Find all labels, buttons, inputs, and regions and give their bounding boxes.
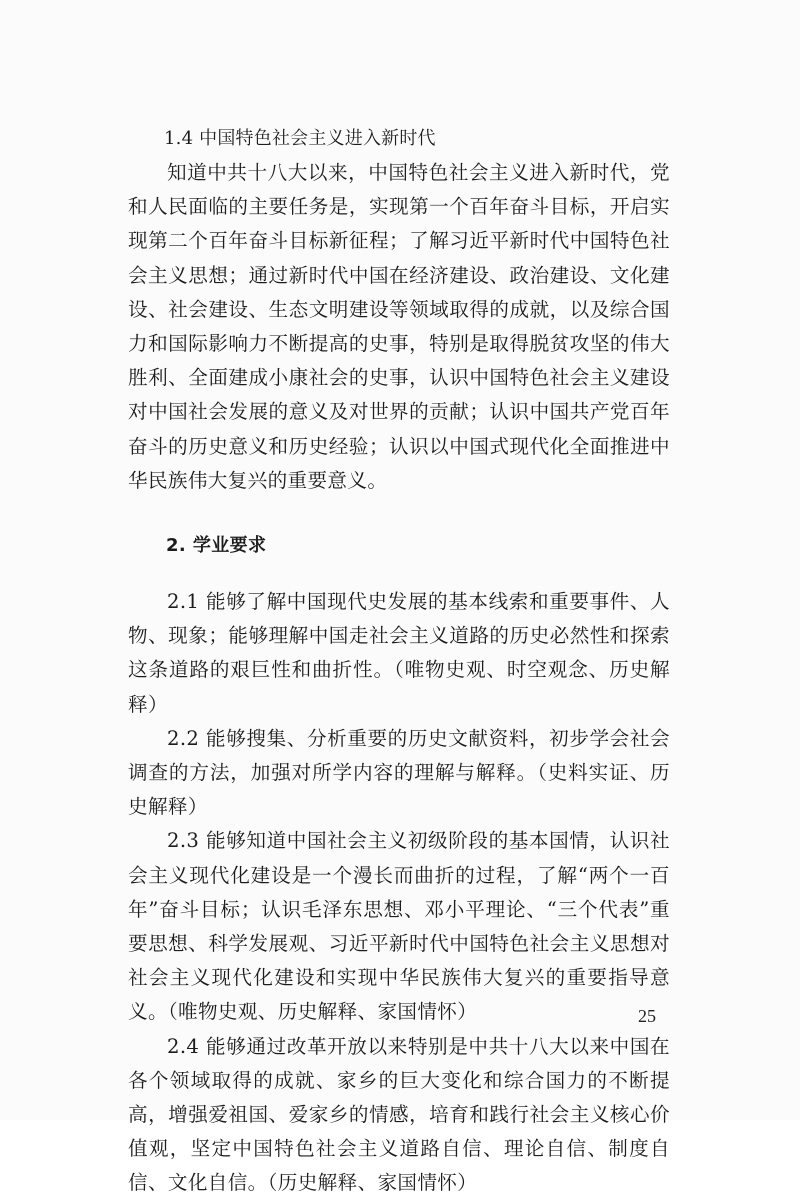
page-content <box>128 122 670 1201</box>
requirement-item-2-3: 2.3 能够知道中国社会主义初级阶段的基本国情，认识社会主义现代化建设是一个漫长而曲折的过程，了解“两个一百年”奋斗目标；认识毛泽东思想、邓小平理论、“三个代表”重要思想、科学发展观、习近平新时代中国特色社会主义思想对社会主义现代化建设和实现中华民族伟大复兴的重要指导意义。（唯物史观、历史解释、家国情怀） <box>128 829 670 1024</box>
page-number: 25 <box>638 1006 656 1026</box>
section-heading-1-4: 1.4 中国特色社会主义进入新时代 <box>164 128 436 149</box>
requirement-item-2-2: 2.2 能够搜集、分析重要的历史文献资料，初步学会社会调查的方法，加强对所学内容的理解与解释。（史料实证、历史解释） <box>128 726 670 819</box>
requirement-item-2-4: 2.4 能够通过改革开放以来特别是中共十八大以来中国在各个领域取得的成就、家乡的巨大变化和综合国力的不断提高，增强爱祖国、爱家乡的情感，培育和践行社会主义核心价值观，坚定中国特色社会主义道路自信、理论自信、制度自信、文化自信。（历史解释、家国情怀） <box>128 1034 670 1195</box>
requirement-item-2-1: 2.1 能够了解中国现代史发展的基本线索和重要事件、人物、现象；能够理解中国走社会主义道路的历史必然性和探索这条道路的艰巨性和曲折性。（唯物史观、时空观念、历史解释） <box>128 590 670 716</box>
section-paragraph-1-4: 知道中共十八大以来，中国特色社会主义进入新时代，党和人民面临的主要任务是，实现第一个百年奋斗目标，开启实现第二个百年奋斗目标新征程；了解习近平新时代中国特色社会主义思想；通过新时代中国在经济建设、政治建设、文化建设、社会建设、生态文明建设等领域取得的成就，以及综合国力和国际影响力不断提高的史事，特别是取得脱贫攻坚的伟大胜利、全面建成小康社会的史事，认识中国特色社会主义建设对中国社会发展的意义及对世界的贡献；认识中国共产党百年奋斗的历史意义和历史经验；认识以中国式现代化全面推进中华民族伟大复兴的重要意义。 <box>128 161 670 492</box>
requirements-list <box>128 585 670 1201</box>
section-heading-academic-requirements: 2. 学业要求 <box>166 535 267 557</box>
